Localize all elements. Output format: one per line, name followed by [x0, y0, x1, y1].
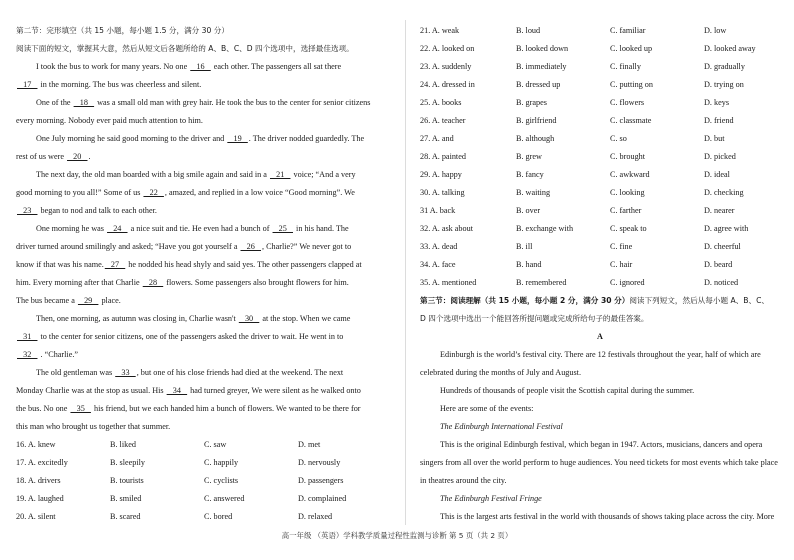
reading-line: This is the largest arts festival in the world with thousands of shows taking place across the city. More — [440, 512, 775, 521]
reading-line: Here are some of the events: — [440, 404, 534, 413]
passage-text: each other. The passengers all sat there — [211, 62, 342, 71]
option-choice: B. hand — [516, 260, 542, 269]
options-right — [420, 22, 780, 292]
option-choice: B. looked down — [516, 44, 569, 53]
option-choice: D. relaxed — [298, 512, 333, 521]
passage-text: The next day, the old man boarded with a big smile again and said in a — [36, 170, 269, 179]
option-choice: B. scared — [110, 512, 141, 521]
option-row — [420, 256, 780, 274]
option-row — [420, 76, 780, 94]
passage-line — [16, 328, 394, 346]
passage-text: every morning. Nobody ever paid much attention to him. — [16, 116, 203, 125]
passage-text: flowers. Some passengers also brought flowers for him. — [164, 278, 349, 287]
passage-text: . — [88, 152, 91, 161]
passage-line — [16, 256, 394, 274]
passage-line — [16, 94, 394, 112]
festival-title: The Edinburgh International Festival — [440, 422, 563, 431]
reading-line: Hundreds of thousands of people visit the Scottish capital during the summer. — [440, 386, 695, 395]
passage-line — [16, 364, 394, 382]
option-choice: 31 A. back — [420, 206, 456, 215]
option-row — [420, 112, 780, 130]
option-choice: B. tourists — [110, 476, 144, 485]
reading-line: Edinburgh is the world’s festival city. There are 12 festivals throughout the year, half of which are — [440, 350, 761, 359]
cloze-blank: 16 — [190, 62, 211, 71]
option-choice: C. farther — [610, 206, 642, 215]
passage-line — [16, 382, 394, 400]
passage-line — [16, 220, 394, 238]
option-row — [420, 202, 780, 220]
option-choice: B. dressed up — [516, 80, 561, 89]
option-choice: C. saw — [204, 440, 227, 449]
option-row — [420, 220, 780, 238]
options-left — [16, 436, 394, 526]
reading-line: celebrated during the months of July and August. — [420, 368, 581, 377]
option-choice: 19. A. laughed — [16, 494, 64, 503]
option-row — [420, 94, 780, 112]
option-choice: D. trying on — [704, 80, 744, 89]
section3-heading-bold: 第三节：阅读理解（共 15 小题，每小题 2 分，满分 30 分） — [420, 296, 630, 305]
right-column — [420, 22, 780, 526]
section3-heading — [420, 292, 780, 310]
passage-line — [16, 274, 394, 292]
option-choice: C. familiar — [610, 26, 646, 35]
cloze-blank: 25 — [272, 224, 293, 233]
option-choice: D. met — [298, 440, 321, 449]
option-choice: 24. A. dressed in — [420, 80, 475, 89]
cloze-blank: 33 — [115, 368, 136, 377]
option-choice: 18. A. drivers — [16, 476, 61, 485]
passage-text: to the center for senior citizens, one of the passengers asked the driver to wait. He went in to — [38, 332, 344, 341]
option-choice: B. waiting — [516, 188, 551, 197]
left-column — [16, 22, 394, 526]
cloze-blank: 21 — [269, 170, 291, 179]
option-choice: D. looked away — [704, 44, 756, 53]
option-choice: D. passengers — [298, 476, 344, 485]
festival-title: The Edinburgh Festival Fringe — [440, 494, 542, 503]
option-choice: 33. A. dead — [420, 242, 458, 251]
passage-line — [16, 238, 394, 256]
cloze-blank: 35 — [70, 404, 91, 413]
option-choice: B. smiled — [110, 494, 142, 503]
passage-text: The bus became a — [16, 296, 77, 305]
cloze-blank: 24 — [107, 224, 128, 233]
passage-line — [16, 184, 394, 202]
page-footer: 高一年级 （英语）学科教学质量过程性监测与诊断 第 5 页（共 2 页） — [281, 531, 513, 540]
passage-text: , Charlie?” We never got to — [261, 242, 352, 251]
option-choice: C. looking — [610, 188, 645, 197]
cloze-blank: 30 — [238, 314, 260, 323]
option-choice: C. brought — [610, 152, 646, 161]
option-choice: 22. A. looked on — [420, 44, 475, 53]
option-choice: C. finally — [610, 62, 641, 71]
section2-heading: 第二节：完形填空（共 15 小题，每小题 1.5 分，满分 30 分） — [16, 26, 229, 35]
section3-heading-line2: D 四个选项中选出一个能回答所提问题或完成所给句子的最佳答案。 — [420, 314, 649, 323]
passage-text: at the stop. When we came — [260, 314, 351, 323]
passage-text: One of the — [36, 98, 73, 107]
passage-text: a nice suit and tie. He even had a bunch of — [128, 224, 272, 233]
option-choice: B. girlfriend — [516, 116, 557, 125]
option-row — [16, 490, 394, 508]
option-choice: D. agree with — [704, 224, 749, 233]
passage-text: had turned greyer, We were silent as he walked onto — [188, 386, 361, 395]
option-choice: 21. A. weak — [420, 26, 460, 35]
passage-text: was a small old man with grey hair. He took the bus to the center for senior citizens — [95, 98, 371, 107]
reading-line: This is the original Edinburgh festival, which began in 1947. Actors, musicians, dancers and opera — [440, 440, 763, 449]
option-choice: 30. A. talking — [420, 188, 465, 197]
cloze-blank: 20 — [67, 152, 88, 161]
option-row — [16, 472, 394, 490]
passage-text: his friend, but we each handed him a bunch of flowers. We wanted to be there for — [91, 404, 361, 413]
passage-line — [16, 166, 394, 184]
passage-text: . The driver nodded guardedly. The — [248, 134, 365, 143]
option-choice: C. ignored — [610, 278, 645, 287]
cloze-blank: 17 — [17, 80, 38, 89]
option-row — [16, 454, 394, 472]
passage-text: began to nod and talk to each other. — [38, 206, 157, 215]
option-choice: B. liked — [110, 440, 136, 449]
cloze-blank: 34 — [166, 386, 188, 395]
cloze-blank: 29 — [77, 296, 99, 305]
option-choice: B. grew — [516, 152, 542, 161]
option-choice: B. ill — [516, 242, 533, 251]
option-choice: D. picked — [704, 152, 736, 161]
option-choice: C. hair — [610, 260, 633, 269]
cloze-blank: 23 — [17, 206, 38, 215]
passage-text: place. — [99, 296, 121, 305]
passage-text: , but one of his close friends had died at the weekend. The next — [136, 368, 344, 377]
passage-text: this man who brought us together that summer. — [16, 422, 171, 431]
option-choice: C. classmate — [610, 116, 652, 125]
option-choice: D. noticed — [704, 278, 739, 287]
option-choice: B. remembered — [516, 278, 567, 287]
option-choice: C. looked up — [610, 44, 653, 53]
option-choice: 29. A. happy — [420, 170, 462, 179]
option-choice: C. happily — [204, 458, 239, 467]
cloze-blank: 31 — [17, 332, 38, 341]
reading-line: in theatres around the city. — [420, 476, 507, 485]
cloze-blank: 18 — [73, 98, 95, 107]
option-choice: C. flowers — [610, 98, 645, 107]
passage-text: One morning he was — [36, 224, 107, 233]
option-choice: C. bored — [204, 512, 233, 521]
option-choice: B. sleepily — [110, 458, 146, 467]
passage-text: Then, one morning, as autumn was closing in, Charlie wasn't — [36, 314, 238, 323]
section2-instruction: 阅读下面的短文，掌握其大意，然后从短文后各题所给的 A、B、C、D 四个选项中，选择最佳选项。 — [16, 44, 354, 53]
option-choice: D. gradually — [704, 62, 745, 71]
option-choice: D. cheerful — [704, 242, 741, 251]
passage-line — [16, 130, 394, 148]
option-choice: B. loud — [516, 26, 541, 35]
option-choice: D. complained — [298, 494, 347, 503]
passage-line — [16, 148, 394, 166]
option-choice: 25. A. books — [420, 98, 462, 107]
option-row — [420, 58, 780, 76]
option-choice: D. checking — [704, 188, 744, 197]
option-choice: C. awkward — [610, 170, 650, 179]
option-choice: D. beard — [704, 260, 733, 269]
cloze-blank: 19 — [227, 134, 248, 143]
option-choice: B. exchange with — [516, 224, 574, 233]
section3-heading-rest: 阅读下列短文，然后从每小题 A、B、C、 — [629, 296, 769, 305]
option-choice: 16. A. knew — [16, 440, 56, 449]
cloze-blank: 27 — [104, 260, 126, 269]
option-row — [420, 184, 780, 202]
option-choice: C. putting on — [610, 80, 653, 89]
option-choice: 35. A. mentioned — [420, 278, 477, 287]
passage-a-title: A — [597, 332, 603, 341]
option-row — [16, 508, 394, 526]
cloze-blank: 28 — [142, 278, 164, 287]
option-row — [420, 130, 780, 148]
option-choice: 27. A. and — [420, 134, 454, 143]
passage-text: rest of us were — [16, 152, 67, 161]
passage-text: him. Every morning after that Charlie — [16, 278, 142, 287]
option-choice: B. fancy — [516, 170, 544, 179]
cloze-blank: 32 — [17, 350, 38, 359]
option-choice: C. fine — [610, 242, 633, 251]
cloze-blank: 26 — [240, 242, 261, 251]
option-choice: 20. A. silent — [16, 512, 56, 521]
reading-passage-a — [420, 346, 780, 526]
passage-text: know if that was his name. — [16, 260, 104, 269]
option-choice: D. nearer — [704, 206, 735, 215]
passage-line — [16, 112, 394, 130]
option-choice: D. nervously — [298, 458, 341, 467]
option-choice: 23. A. suddenly — [420, 62, 472, 71]
option-choice: D. ideal — [704, 170, 730, 179]
option-choice: C. answered — [204, 494, 245, 503]
option-choice: B. although — [516, 134, 555, 143]
passage-line — [16, 418, 394, 436]
option-choice: B. immediately — [516, 62, 567, 71]
passage-text: I took the bus to work for many years. No one — [36, 62, 190, 71]
option-choice: 32. A. ask about — [420, 224, 473, 233]
option-row — [420, 40, 780, 58]
column-divider — [405, 20, 406, 525]
option-choice: D. but — [704, 134, 725, 143]
passage-text: voice; “And a very — [291, 170, 356, 179]
passage-text: in the morning. The bus was cheerless and silent. — [38, 80, 202, 89]
option-row — [420, 238, 780, 256]
passage-text: in his hand. The — [294, 224, 349, 233]
reading-line: singers from all over the world perform to huge audiences. You need tickets for most events which take place — [420, 458, 778, 467]
option-choice: 26. A. teacher — [420, 116, 466, 125]
passage-line — [16, 400, 394, 418]
passage-line — [16, 292, 394, 310]
option-choice: 34. A. face — [420, 260, 456, 269]
passage-text: , amazed, and replied in a low voice “Good morning”. We — [164, 188, 355, 197]
cloze-passage — [16, 58, 394, 436]
passage-text: The old gentleman was — [36, 368, 115, 377]
passage-text: Monday Charlie was at the stop as usual. His — [16, 386, 166, 395]
option-choice: B. grapes — [516, 98, 547, 107]
option-row — [420, 274, 780, 292]
passage-line — [16, 346, 394, 364]
passage-line — [16, 310, 394, 328]
option-choice: C. cyclists — [204, 476, 239, 485]
passage-text: he nodded his head shyly and said yes. The other passengers clapped at — [126, 260, 362, 269]
option-row — [420, 22, 780, 40]
option-row — [16, 436, 394, 454]
option-row — [420, 166, 780, 184]
passage-line — [16, 58, 394, 76]
option-choice: C. so — [610, 134, 627, 143]
passage-line — [16, 76, 394, 94]
option-choice: D. low — [704, 26, 727, 35]
passage-text: . “Charlie.” — [38, 350, 79, 359]
cloze-blank: 22 — [143, 188, 164, 197]
option-choice: B. over — [516, 206, 541, 215]
option-choice: D. friend — [704, 116, 734, 125]
option-choice: 28. A. painted — [420, 152, 466, 161]
passage-text: One July morning he said good morning to the driver and — [36, 134, 227, 143]
option-row — [420, 148, 780, 166]
option-choice: D. keys — [704, 98, 730, 107]
option-choice: 17. A. excitedly — [16, 458, 68, 467]
option-choice: C. speak to — [610, 224, 647, 233]
passage-text: the bus. No one — [16, 404, 70, 413]
passage-text: driver turned around smilingly and asked; “Have you got yourself a — [16, 242, 240, 251]
passage-line — [16, 202, 394, 220]
passage-text: good morning to you all!” Some of us — [16, 188, 143, 197]
